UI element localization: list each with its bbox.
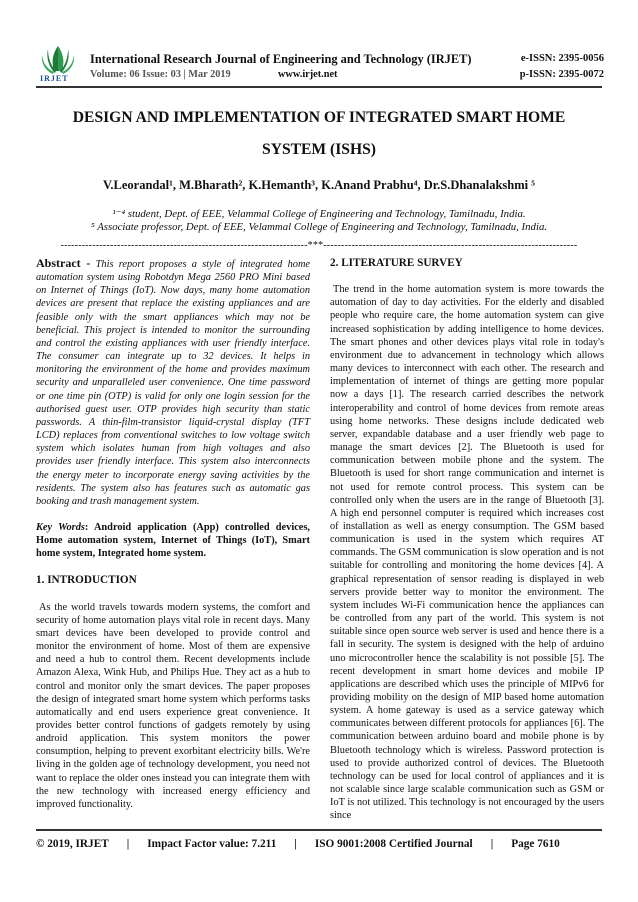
journal-title: International Research Journal of Engineering and Technology (IRJET) <box>90 52 472 66</box>
keywords-label: Key Words <box>36 521 85 533</box>
volume-issue: Volume: 06 Issue: 03 | Mar 2019 <box>90 69 231 80</box>
right-column <box>330 257 604 823</box>
introduction-text: As the world travels towards modern systems, the comfort and security of home automation plays vital role in recent days. Many smart devices have been developed to provide control and monitor the environment of home. Most of them are expensive and need a hub to control them. Recent developments include Amazon Alexa, Wink Hub, and Philips Hue. They act as a hub to control and monitor only the smart devices. The paper proposes the design of integrated smart home system which performs tasks automatically and end users experience great convenience. It provides better control functions of gadgets remotely by using android application. This system monitors the power consumption, helping to prevent exorbitant electricity bills. We're living in the golden age of technology development, you need not want to replace the older ones instead you can integrate them with the new technology with increased energy efficiency and improved functionality. <box>36 601 310 810</box>
journal-header <box>36 43 604 85</box>
keywords-text: : Android application (App) controlled devices, Home automation system, Internet of Things (IoT), Smart home system, Integrated home system. <box>36 521 310 560</box>
website-link[interactable]: www.irjet.net <box>278 69 338 80</box>
introduction-heading: 1. INTRODUCTION <box>36 574 137 587</box>
footer-impact-factor: Impact Factor value: 7.211 <box>147 838 277 850</box>
abstract <box>36 257 310 508</box>
abstract-text: This report proposes a style of integrated home automation system using Robotdyn Mega 2560 PRO Mini based on Internet of Things (IoT). Now days, many home automation devices are present that replace the existing appliances and are feasible only with the smart appliances which may not be beneficial. This project is intended to monitor the surrounding and control the existing appliances with user friendly interface. The consumer can integrate up to 32 devices. It helps in monitoring the environment of the home and provides maximum security and unparalleled user convenience. One time password or one time pin (OTP) is valid for only one login session for the authorised guest user. OTP provides high security than static passwords. A thin-film-transistor liquid-crystal display (TFT LCD) replaces from conventional switches to low voltage switch system which isolates human from high voltages and also provides user friendly interface. This system also interconnects the energy meter to incorporate energy saving activities by the residents. The system also has features such as automatic gas booking and trash management system. <box>36 259 311 507</box>
footer-iso: ISO 9001:2008 Certified Journal <box>314 838 473 850</box>
keywords <box>36 521 310 560</box>
eissn: e-ISSN: 2395-0056 <box>520 53 604 64</box>
authors: V.Leorandal¹, M.Bharath², K.Hemanth³, K.Anand Prabhu⁴, Dr.S.Dhanalakshmi ⁵ <box>102 178 536 192</box>
footer-divider <box>36 829 602 831</box>
literature-survey-heading: 2. LITERATURE SURVEY <box>330 257 463 269</box>
pissn: p-ISSN: 2395-0072 <box>519 69 604 80</box>
affiliation-professor: ⁵ Associate professor, Dept. of EEE, Velammal College of Engineering and Technology, Tamilnadu, India. <box>90 221 548 233</box>
section-separator: ----------------------------------------------------------------------***------------------------------------------------------------------------ <box>60 240 578 251</box>
abstract-label: Abstract - <box>36 256 91 270</box>
paper-title-line2: SYSTEM (ISHS) <box>262 141 376 158</box>
literature-survey-text: The trend in the home automation system is more towards the automation of day to day activities. For the elderly and disabled people who require care, the home automation system can give increased sophistication by adding intelligence to home devices. The smart phones and other devices plays vital role in today's environment due to advancement in technology which allows many devices to interconnect with each other. The research and implementation of internet of things are getting more popular now a days [1]. The research carried describes the network interoperability and control of home devices from remote areas using home networks. These designs include dedicated web server, expandable database and a user friendly web page to manage the smart devices [2]. The Bluetooth is used for communication between mobile phone and the system. The Bluetooth is used for short range communication and internet is not used for remote control process. This system can be controlled only when the users are in the range of Bluetooth [3]. A high end personnel computer is required which increases cost of installation as well as energy consumption. The GSM based communication is used in the system which requires AT commands. The GSM communication is slow operation and is not suitable for controlling and monitoring the home devices [4]. A graphical representation of sensor reading is displayed in web servers provide better way to monitor the environment. The system includes Wi-Fi communication hence the appliances can be controlled from any part of the world. This system is not suitable since open source web server is used and hence there is a fall in security. The system is designed with the help of arduino uno microcontroller hence the scalability is not possible [5]. The recent development in smart home devices and mobile IP applications are described which uses the principle of MIPv6 for providing mobility on the design of MIP based home automation system. A home gateway is used as a service gateway which communicates between different protocols for appliances [6]. The communication between arduino board and mobile phone is by Bluetooth technology which is wireless. Password protection is used to provide authorized control of devices. The Bluetooth technology can be used for local control of appliances and it is not scalable since large scalable communication such as GSM or IoT is not utilized. This technology is not encouraged by the users since <box>330 284 604 822</box>
footer-copyright: © 2019, IRJET <box>36 838 109 850</box>
logo-text: IRJET <box>40 74 69 83</box>
left-column <box>36 257 310 811</box>
header-divider <box>36 86 602 88</box>
footer-page-number: Page 7610 <box>511 838 560 850</box>
affiliation-students: ¹⁻⁴ student, Dept. of EEE, Velammal College of Engineering and Technology, Tamilnadu, India. <box>112 208 526 220</box>
paper-title-line1: DESIGN AND IMPLEMENTATION OF INTEGRATED SMART HOME <box>72 109 566 126</box>
page-footer: © 2019, IRJET | Impact Factor value: 7.211 | ISO 9001:2008 Certified Journal | Page 7610 <box>36 838 560 850</box>
